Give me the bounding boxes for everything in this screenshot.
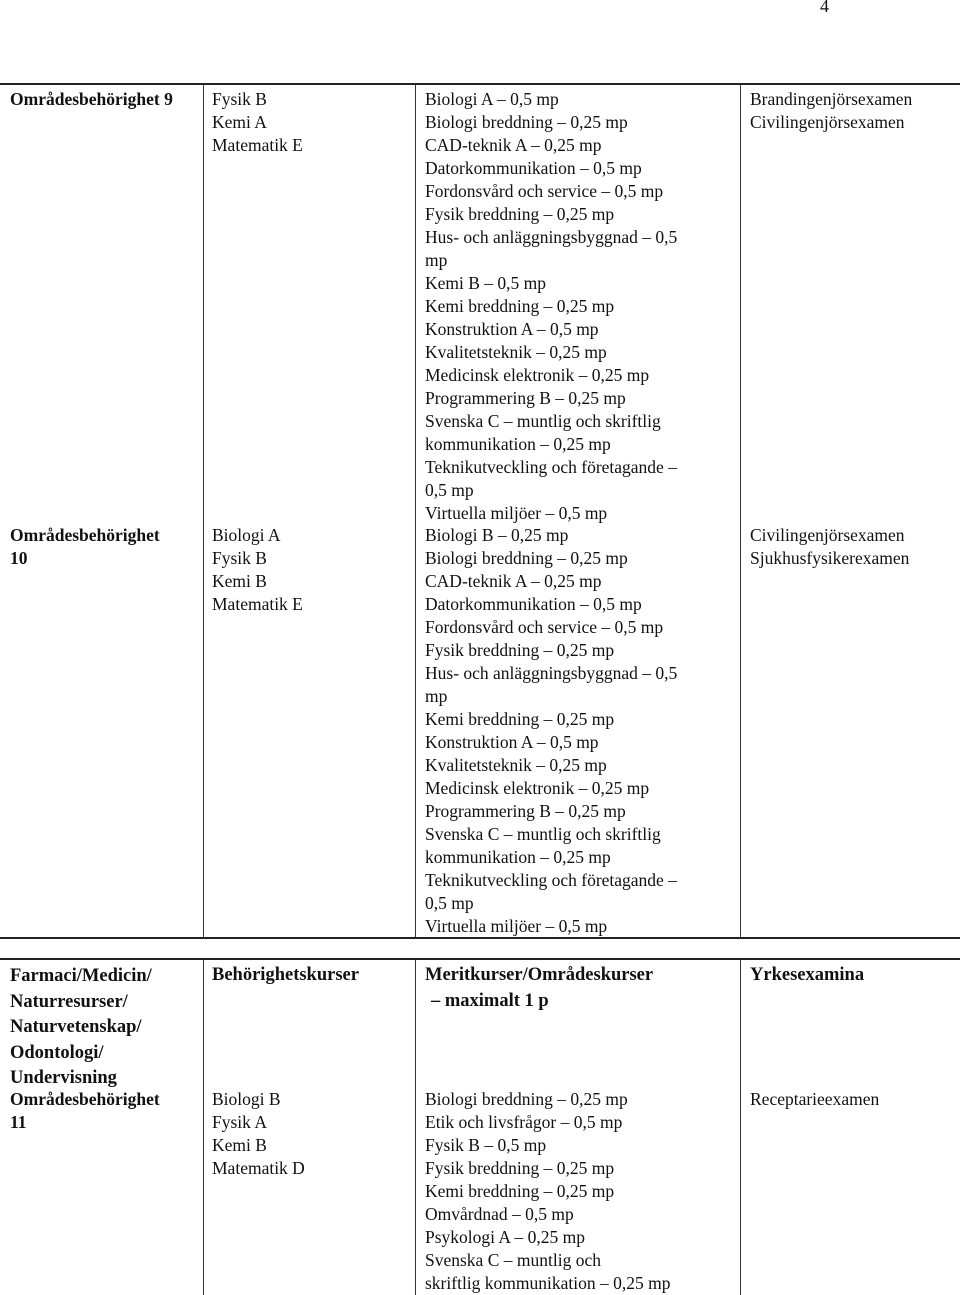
cell-line: Virtuella miljöer – 0,5 mp xyxy=(425,916,608,936)
cell-line: Fysik B xyxy=(212,89,267,109)
cell-line: Farmaci/Medicin/ xyxy=(10,966,152,986)
cell-line: 0,5 mp xyxy=(425,893,474,913)
cell-line: Kvalitetsteknik – 0,25 mp xyxy=(425,342,607,362)
cell-line: kommunikation – 0,25 mp xyxy=(425,434,611,454)
column-divider xyxy=(740,960,741,1295)
cell-line: Områdesbehörighet xyxy=(10,525,160,545)
cell-line: Yrkesexamina xyxy=(750,965,865,985)
column-divider xyxy=(203,960,204,1295)
cell-line: Matematik E xyxy=(212,135,303,155)
cell-line: Kvalitetsteknik – 0,25 mp xyxy=(425,755,607,775)
column-divider xyxy=(415,960,416,1295)
cell-line: Fordonsvård och service – 0,5 mp xyxy=(425,617,664,637)
cell-line: Undervisning xyxy=(10,1068,117,1088)
cell-line: Psykologi A – 0,25 mp xyxy=(425,1227,585,1247)
page-number: 4 xyxy=(820,0,829,16)
cell-line: – maximalt 1 p xyxy=(431,991,549,1011)
degrees-cell xyxy=(750,524,960,570)
eligibility-table-lower xyxy=(0,958,960,1295)
cell-line: 0,5 mp xyxy=(425,480,474,500)
area-cell xyxy=(10,88,200,111)
cell-line: Hus- och anläggningsbyggnad – 0,5 xyxy=(425,663,678,683)
cell-line: Kemi breddning – 0,25 mp xyxy=(425,296,615,316)
cell-line: CAD-teknik A – 0,25 mp xyxy=(425,571,602,591)
merit-cell xyxy=(425,524,735,938)
column-divider xyxy=(203,85,204,937)
area-cell xyxy=(10,1088,200,1134)
cell-line: Biologi A xyxy=(212,525,281,545)
courses-cell xyxy=(212,88,407,157)
cell-line: Kemi B xyxy=(212,571,267,591)
courses-cell xyxy=(212,524,407,616)
courses-cell xyxy=(212,1088,407,1180)
cell-line: Biologi B – 0,25 mp xyxy=(425,525,569,545)
cell-line: Naturvetenskap/ xyxy=(10,1017,142,1037)
cell-line: Receptarieexamen xyxy=(750,1089,880,1109)
cell-line: CAD-teknik A – 0,25 mp xyxy=(425,135,602,155)
cell-line: Naturresurser/ xyxy=(10,991,128,1012)
cell-line: Civilingenjörsexamen xyxy=(750,525,905,545)
cell-line: Brandingenjörsexamen xyxy=(750,89,913,109)
cell-line: skriftlig kommunikation – 0,25 mp xyxy=(425,1273,671,1293)
cell-line: Biologi A – 0,5 mp xyxy=(425,89,559,109)
column-divider xyxy=(740,85,741,937)
header-courses xyxy=(212,962,407,988)
cell-line: Svenska C – muntlig och skriftlig xyxy=(425,824,661,844)
cell-line: Matematik E xyxy=(212,594,303,614)
cell-line: Områdesbehörighet 9 xyxy=(10,89,173,109)
cell-line: Kemi B – 0,5 mp xyxy=(425,273,547,293)
cell-line: Biologi breddning – 0,25 mp xyxy=(425,548,628,568)
cell-line: Etik och livsfrågor – 0,5 mp xyxy=(425,1112,623,1132)
cell-line: mp xyxy=(425,686,448,706)
cell-line: Datorkommunikation – 0,5 mp xyxy=(425,594,642,614)
cell-line: Områdesbehörighet xyxy=(10,1089,160,1109)
cell-line: Teknikutveckling och företagande – xyxy=(425,870,677,890)
cell-line: Civilingenjörsexamen xyxy=(750,112,905,132)
cell-line: Matematik D xyxy=(212,1158,305,1178)
cell-line: Medicinsk elektronik – 0,25 mp xyxy=(425,778,650,798)
header-area xyxy=(10,964,200,1092)
cell-line: Fysik B – 0,5 mp xyxy=(425,1135,547,1155)
cell-line: Biologi B xyxy=(212,1089,281,1109)
cell-line: Fysik A xyxy=(212,1112,267,1132)
cell-line: Hus- och anläggningsbyggnad – 0,5 xyxy=(425,227,678,247)
area-cell xyxy=(10,524,200,570)
cell-line: Konstruktion A – 0,5 mp xyxy=(425,319,599,339)
cell-line: Biologi breddning – 0,25 mp xyxy=(425,1089,628,1109)
cell-line: Konstruktion A – 0,5 mp xyxy=(425,732,599,752)
cell-line: Sjukhusfysikerexamen xyxy=(750,548,910,568)
cell-line: Datorkommunikation – 0,5 mp xyxy=(425,158,642,178)
cell-line: Biologi breddning – 0,25 mp xyxy=(425,112,628,132)
cell-line: Kemi breddning – 0,25 mp xyxy=(425,709,615,729)
cell-line: Fysik B xyxy=(212,548,267,568)
header-merit xyxy=(425,962,735,1014)
merit-cell xyxy=(425,88,735,525)
cell-line: Svenska C – muntlig och skriftlig xyxy=(425,411,661,431)
merit-cell xyxy=(425,1088,735,1295)
cell-line: Programmering B – 0,25 mp xyxy=(425,388,626,408)
cell-line: Medicinsk elektronik – 0,25 mp xyxy=(425,365,650,385)
cell-line: Odontologi/ xyxy=(10,1042,104,1063)
degrees-cell xyxy=(750,88,960,134)
cell-line: Fysik breddning – 0,25 mp xyxy=(425,640,615,660)
cell-line: Kemi A xyxy=(212,112,267,132)
cell-line: Virtuella miljöer – 0,5 mp xyxy=(425,503,608,523)
cell-line: 11 xyxy=(10,1112,27,1132)
degrees-cell xyxy=(750,1088,960,1111)
cell-line: Programmering B – 0,25 mp xyxy=(425,801,626,821)
cell-line: Meritkurser/Områdeskurser xyxy=(425,965,654,985)
cell-line: Kemi breddning – 0,25 mp xyxy=(425,1181,615,1201)
cell-line: Fysik breddning – 0,25 mp xyxy=(425,204,615,224)
header-degrees xyxy=(750,962,960,988)
cell-line: mp xyxy=(425,250,448,270)
cell-line: kommunikation – 0,25 mp xyxy=(425,847,611,867)
cell-line: 10 xyxy=(10,548,28,568)
cell-line: Teknikutveckling och företagande – xyxy=(425,457,677,477)
column-divider xyxy=(415,85,416,937)
cell-line: Kemi B xyxy=(212,1135,267,1155)
cell-line: Fordonsvård och service – 0,5 mp xyxy=(425,181,664,201)
cell-line: Behörighetskurser xyxy=(212,965,359,985)
eligibility-table-upper xyxy=(0,83,960,939)
cell-line: Svenska C – muntlig och xyxy=(425,1250,601,1270)
cell-line: Fysik breddning – 0,25 mp xyxy=(425,1158,615,1178)
cell-line: Omvårdnad – 0,5 mp xyxy=(425,1204,574,1224)
